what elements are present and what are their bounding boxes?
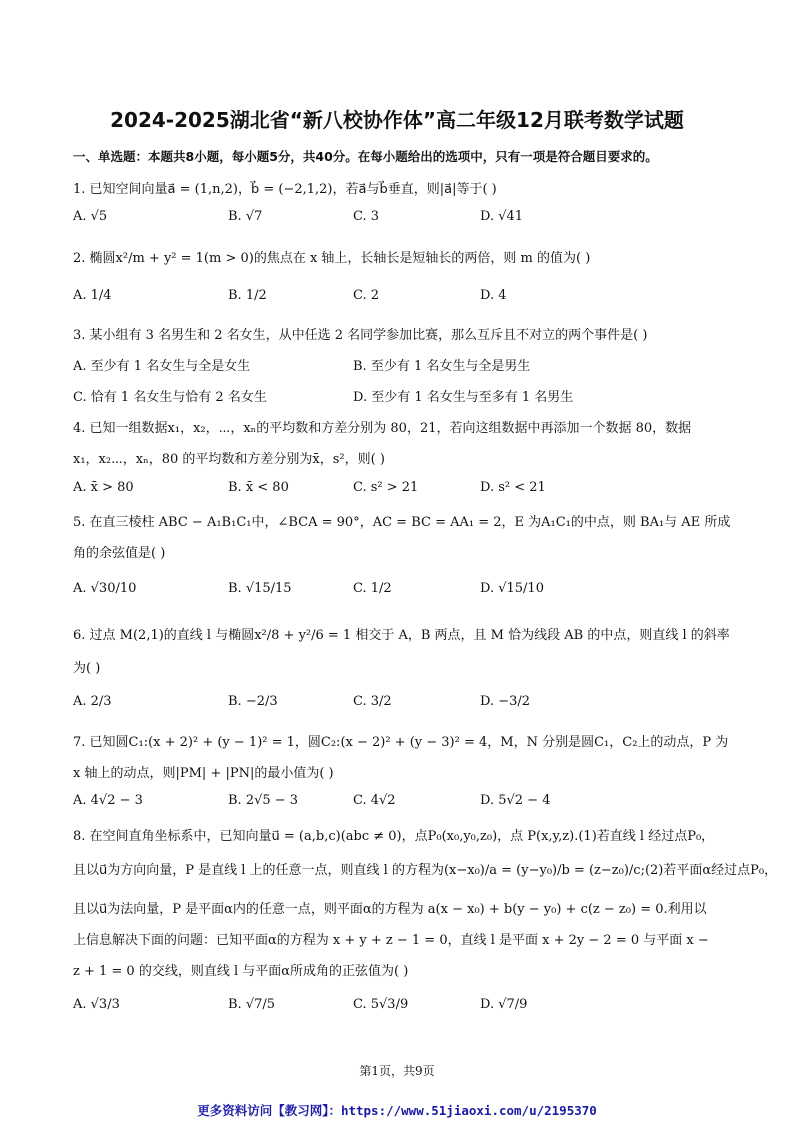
question-8-stem-line-3: 且以u⃗为法向量，P 是平面α内的任意一点，则平面α的方程为 a(x − x₀) + b(y − y₀) + c(z − z₀) = 0.利用以 <box>73 902 707 917</box>
question-2-option-c: C. 2 <box>353 288 380 303</box>
question-3-option-a: A. 至少有 1 名女生与全是女生 <box>73 359 251 374</box>
question-1-stem: 1. 已知空间向量a⃗ = (1,n,2)，b⃗ = (−2,1,2)，若a⃗与b⃗垂直，则|a⃗|等于( ) <box>73 182 497 197</box>
question-8-option-c: C. 5√3/9 <box>353 997 409 1012</box>
question-8-stem-line-5: z + 1 = 0 的交线，则直线 l 与平面α所成角的正弦值为( ) <box>73 964 409 979</box>
question-7-option-b: B. 2√5 − 3 <box>228 793 299 808</box>
question-2-option-d: D. 4 <box>480 288 507 303</box>
question-8-option-d: D. √7/9 <box>480 997 528 1012</box>
question-2-stem: 2. 椭圆x²/m + y² = 1(m > 0)的焦点在 x 轴上，长轴长是短轴长的两倍，则 m 的值为( ) <box>73 251 591 266</box>
question-1-option-d: D. √41 <box>480 209 524 224</box>
question-6-option-d: D. −3/2 <box>480 694 531 709</box>
question-3-stem: 3. 某小组有 3 名男生和 2 名女生，从中任选 2 名同学参加比赛，那么互斥且不对立的两个事件是( ) <box>73 328 648 343</box>
question-5-option-a: A. √30/10 <box>73 581 137 596</box>
question-4-stem-line-1: 4. 已知一组数据x₁，x₂，⋯，xₙ的平均数和方差分别为 80，21，若向这组数据中再添加一个数据 80，数据 <box>73 421 692 436</box>
question-7-stem-line-1: 7. 已知圆C₁:(x + 2)² + (y − 1)² = 1，圆C₂:(x − 2)² + (y − 3)² = 4，M，N 分别是圆C₁，C₂上的动点，P 为 <box>73 735 729 750</box>
question-6-option-a: A. 2/3 <box>73 694 112 709</box>
question-4-option-d: D. s² < 21 <box>480 480 546 495</box>
question-5-stem-line-2: 角的余弦值是( ) <box>73 546 166 561</box>
question-5-option-c: C. 1/2 <box>353 581 392 596</box>
question-7-stem-line-2: x 轴上的动点，则|PM| + |PN|的最小值为( ) <box>73 766 334 781</box>
section-heading: 一、单选题：本题共8小题，每小题5分，共40分。在每小题给出的选项中，只有一项是符合题目要求的。 <box>73 149 658 164</box>
question-8-option-a: A. √3/3 <box>73 997 120 1012</box>
question-5-option-b: B. √15/15 <box>228 581 292 596</box>
question-7-option-d: D. 5√2 − 4 <box>480 793 551 808</box>
question-5-option-d: D. √15/10 <box>480 581 544 596</box>
question-6-stem-line-2: 为( ) <box>73 661 101 676</box>
question-4-stem-line-2: x₁，x₂⋯，xₙ，80 的平均数和方差分别为x̄，s²，则( ) <box>73 452 385 467</box>
question-3-option-b: B. 至少有 1 名女生与全是男生 <box>353 359 531 374</box>
question-4-option-b: B. x̄ < 80 <box>228 480 289 495</box>
question-1-option-b: B. √7 <box>228 209 263 224</box>
question-3-option-c: C. 恰有 1 名女生与恰有 2 名女生 <box>73 390 267 405</box>
question-6-option-c: C. 3/2 <box>353 694 392 709</box>
question-4-option-c: C. s² > 21 <box>353 480 419 495</box>
resource-link[interactable]: 更多资料访问【教习网】：https://www.51jiaoxi.com/u/2195370 <box>197 1103 597 1118</box>
question-4-option-a: A. x̄ > 80 <box>73 480 134 495</box>
question-6-stem-line-1: 6. 过点 M(2,1)的直线 l 与椭圆x²/8 + y²/6 = 1 相交于 A，B 两点，且 M 恰为线段 AB 的中点，则直线 l 的斜率 <box>73 628 730 643</box>
question-6-option-b: B. −2/3 <box>228 694 278 709</box>
question-1-option-c: C. 3 <box>353 209 380 224</box>
question-8-stem-line-4: 上信息解决下面的问题：已知平面α的方程为 x + y + z − 1 = 0，直线 l 是平面 x + 2y − 2 = 0 与平面 x − <box>73 933 709 948</box>
question-7-option-a: A. 4√2 − 3 <box>73 793 143 808</box>
page-number-footer: 第1页，共9页 <box>359 1064 435 1078</box>
question-8-stem-line-2: 且以u⃗为方向向量，P 是直线 l 上的任意一点，则直线 l 的方程为(x−x₀)/a = (y−y₀)/b = (z−z₀)/c;(2)若平面α经过点P₀， <box>73 863 778 878</box>
question-5-stem-line-1: 5. 在直三棱柱 ABC − A₁B₁C₁中，∠BCA = 90°，AC = BC = AA₁ = 2，E 为A₁C₁的中点，则 BA₁与 AE 所成 <box>73 515 731 530</box>
question-1-option-a: A. √5 <box>73 209 108 224</box>
question-2-option-a: A. 1/4 <box>73 288 112 303</box>
question-2-option-b: B. 1/2 <box>228 288 267 303</box>
question-3-option-d: D. 至少有 1 名女生与至多有 1 名男生 <box>353 390 574 405</box>
question-8-option-b: B. √7/5 <box>228 997 276 1012</box>
question-7-option-c: C. 4√2 <box>353 793 396 808</box>
question-8-stem-line-1: 8. 在空间直角坐标系中，已知向量u⃗ = (a,b,c)(abc ≠ 0)，点P₀(x₀,y₀,z₀)，点 P(x,y,z).(1)若直线 l 经过点P₀， <box>73 829 715 844</box>
exam-title: 2024-2025湖北省“新八校协作体”高二年级12月联考数学试题 <box>110 108 684 132</box>
